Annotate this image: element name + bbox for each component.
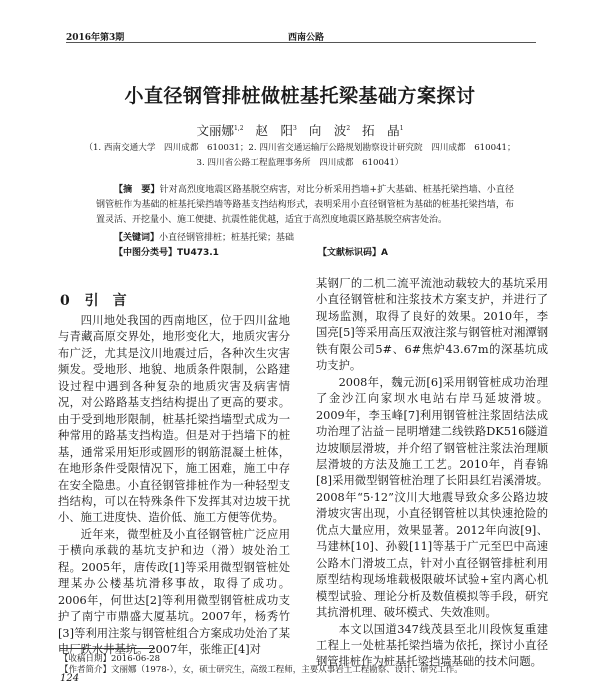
document-code: 【文献标识码】A bbox=[318, 248, 388, 258]
paper-title: 小直径钢管排桩做桩基托梁基础方案探讨 bbox=[124, 85, 476, 107]
right-column bbox=[316, 276, 548, 671]
author: 文丽娜$^{1,2}$ bbox=[196, 123, 244, 138]
author-list bbox=[0, 121, 600, 139]
paragraph: 近年来，微型桩及小直径钢管桩广泛应用于横向承载的基坑支护和边（滑）坡处治工程。2005年，唐传政[1]等采用微型钢管桩处理某办公楼基坑滑移事故，取得了成功。2006年，何世达[2]等利用微型钢管桩成功支护了南宁市鼎盛大厦基坑。2007年，杨秀竹[3]等利用注浆与钢管桩组合方案成功处治了某电厂跌水井基坑。2007年，张维正[4]对 bbox=[58, 527, 290, 657]
clc-number: 【中图分类号】TU473.1 bbox=[114, 248, 219, 258]
header-rule bbox=[66, 42, 536, 43]
issue-label: 2016年第3期 bbox=[66, 33, 125, 43]
journal-name: 西南公路 bbox=[288, 33, 325, 43]
abstract: 【摘 要】针对高烈度地震区路基脱空病害，对比分析采用挡墙+扩大基础、桩基托梁挡墙、小直径钢管桩作为基础的桩基托梁挡墙等路基支挡结构形式，表明采用小直径钢管桩为基础的桩基托梁挡墙，布置灵活、开挖量小、施工便捷、抗震性能优越，适宜于高烈度地震区路基脱空病害处治。 bbox=[96, 185, 514, 225]
received-date: 【收稿日期】2016-06-28 bbox=[60, 654, 161, 664]
left-column bbox=[58, 313, 290, 659]
section-heading: 0 引 言 bbox=[60, 293, 127, 309]
footnote-rule bbox=[60, 648, 155, 649]
keywords: 【关键词】小直径钢管排桩；桩基托梁；基础 bbox=[114, 233, 295, 243]
running-header bbox=[66, 30, 536, 44]
page-number: 124 bbox=[60, 673, 80, 684]
paragraph: 四川地处我国的西南地区，位于四川盆地与青藏高原交界处，地形变化大，地质灾害分布广泛，尤其是汶川地震过后，各种次生灾害频发。受地形、地貌、地质条件限制，公路建设过程中遇到各种复杂的地质灾害及病害情况，对公路路基支挡结构提出了更高的要求。由于受到地形限制，桩基托梁挡墙型式成为一种常用的路基支挡构造。但是对于挡墙下的桩基，通常采用矩形或圆形的钢筋混凝土桩体，在地形条件受限情况下，施工困难，施工中存在安全隐患。小直径钢管排桩作为一种轻型支挡结构，可以在特殊条件下发挥其对边坡干扰小、施工进度快、造价低、施工方便等优势。 bbox=[58, 314, 290, 525]
author: 赵 阳$^3$ bbox=[255, 123, 297, 138]
author: 拓 晶$^1$ bbox=[362, 123, 404, 138]
affiliation-line: 3. 四川省公路工程监理事务所 四川成都 610041） bbox=[196, 158, 404, 168]
affiliation-line: （1. 西南交通大学 四川成都 610031；2. 四川省交通运输厅公路规划勘察设计研究院 四川成都 610041； bbox=[84, 143, 516, 153]
paragraph: 2008年，魏元沥[6]采用钢管桩成功治理了金沙江向家坝水电站右岸马延坡滑坡。2009年，李玉峰[7]利用钢管桩注浆固结法成功治理了沾益－昆明增建二线铁路DK516隧道边坡顺层滑坡，并介绍了钢管桩注浆法治理顺层滑坡的方法及施工工艺。2010年，肖春锦[8]采用微型钢管桩治理了长阳县红岩溪滑坡。2008年“5·12”汶川大地震导致众多公路边坡滑坡灾害出现，小直径钢管桩以其快速抢险的优点大量应用，效果显著。2012年向波[9]、马建林[10]、孙毅[11]等基于广元至巴中高速公路木门滑坡工点，针对小直径钢管排桩利用原型结构现场堆载极限破坏试验+室内离心机模型试验、理论分析及数值模拟等手段，研究其抗滑机理、破坏模式、失效准则。 bbox=[316, 375, 548, 620]
author-bio: 【作者简介】文丽娜（1978-），女，硕士研究生，高级工程师，主要从事岩土工程勘察、设计、研究工作。 bbox=[60, 665, 463, 675]
paragraph: 某钢厂的二机二流平流池动载较大的基坑采用小直径钢管桩和注浆技术方案支护，并进行了现场监测，取得了良好的效果。2010年，李国亮[5]等采用高压双液注浆与钢管桩对湘潭钢铁有限公司5#、6#焦炉43.67m的深基坑成功支护。 bbox=[316, 277, 548, 373]
author: 向 波$^2$ bbox=[308, 123, 351, 138]
paragraph: 本文以国道347线茂县至北川段恢复重建工程上一处桩基托梁挡墙为依托，探讨小直径钢管排桩作为桩基托梁挡墙基础的技术问题。 bbox=[316, 622, 548, 669]
